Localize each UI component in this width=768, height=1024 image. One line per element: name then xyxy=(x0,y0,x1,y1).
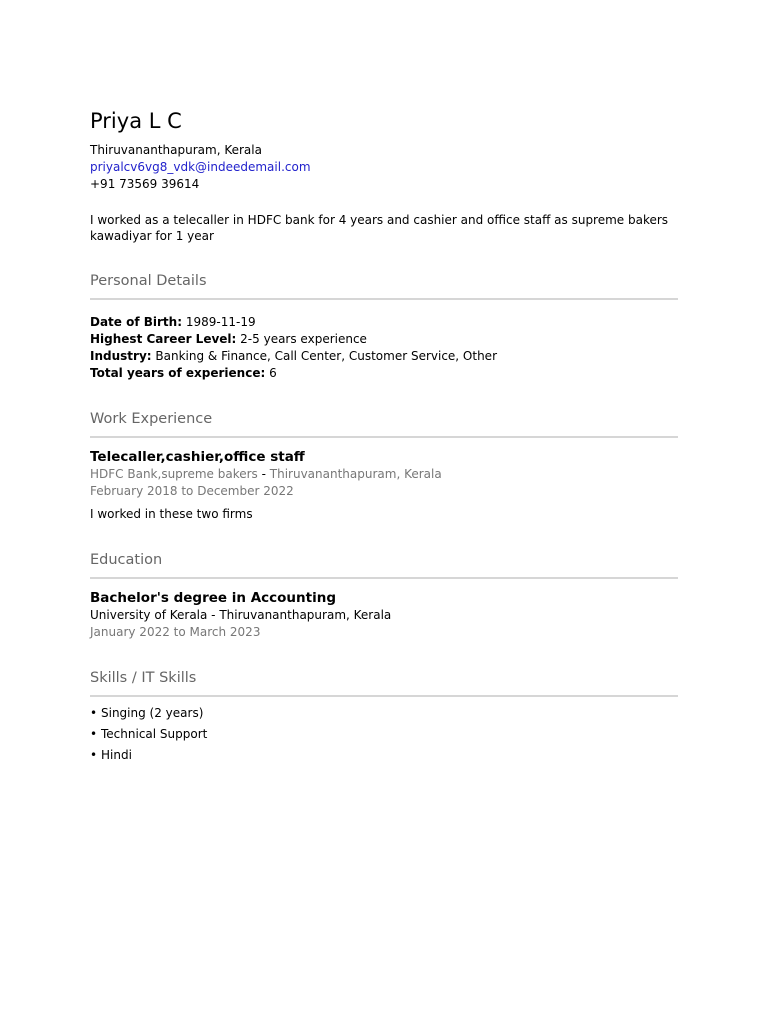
bullet-icon: • xyxy=(90,706,98,720)
work-company-line xyxy=(90,466,678,483)
school-name: University of Kerala - Thiruvananthapuram, Kerala xyxy=(90,608,392,622)
job-title: Telecaller,cashier,office staff xyxy=(90,449,305,465)
degree-title: Bachelor's degree in Accounting xyxy=(90,590,336,606)
skill-label: Singing (2 years) xyxy=(101,706,204,720)
bullet-icon: • xyxy=(90,748,98,762)
company-name: HDFC Bank,supreme bakers xyxy=(90,467,258,481)
separator: - xyxy=(257,467,270,481)
candidate-location: Thiruvananthapuram, Kerala xyxy=(90,143,262,157)
work-entry xyxy=(90,448,678,523)
personal-details xyxy=(90,314,678,382)
detail-row-date-of-birth xyxy=(90,314,678,331)
phone-number: +91 73569 39614 xyxy=(90,177,200,191)
skill-label: Technical Support xyxy=(101,727,208,741)
work-description: I worked in these two firms xyxy=(90,507,253,521)
detail-label: Industry: xyxy=(90,349,152,363)
email-link[interactable]: priyalcv6vg8_vdk@indeedemail.com xyxy=(90,160,311,174)
work-location: Thiruvananthapuram, Kerala xyxy=(269,467,442,481)
bullet-icon: • xyxy=(90,727,98,741)
skills-list xyxy=(90,705,678,764)
detail-label: Date of Birth: xyxy=(90,315,183,329)
detail-row-total-experience xyxy=(90,365,678,382)
detail-value: 6 xyxy=(269,366,277,380)
education-dates: January 2022 to March 2023 xyxy=(90,625,261,639)
section-title-personal-details: Personal Details xyxy=(90,272,678,300)
detail-label: Highest Career Level: xyxy=(90,332,237,346)
email-row xyxy=(90,159,678,176)
detail-value: 1989-11-19 xyxy=(185,315,256,329)
section-title-skills: Skills / IT Skills xyxy=(90,669,678,697)
skill-label: Hindi xyxy=(101,748,132,762)
detail-value: 2-5 years experience xyxy=(240,332,367,346)
list-item xyxy=(90,705,678,722)
detail-row-industry xyxy=(90,348,678,365)
education-entry xyxy=(90,589,678,641)
section-title-education: Education xyxy=(90,551,678,579)
section-title-work-experience: Work Experience xyxy=(90,410,678,438)
work-dates: February 2018 to December 2022 xyxy=(90,484,294,498)
list-item xyxy=(90,726,678,743)
detail-label: Total years of experience: xyxy=(90,366,266,380)
summary-text: I worked as a telecaller in HDFC bank for 4 years and cashier and office staff as supreme bakers kawadiyar for 1 year xyxy=(90,213,669,243)
list-item xyxy=(90,747,678,764)
candidate-name: Priya L C xyxy=(90,109,182,133)
detail-row-career-level xyxy=(90,331,678,348)
detail-value: Banking & Finance, Call Center, Customer Service, Other xyxy=(155,349,497,363)
